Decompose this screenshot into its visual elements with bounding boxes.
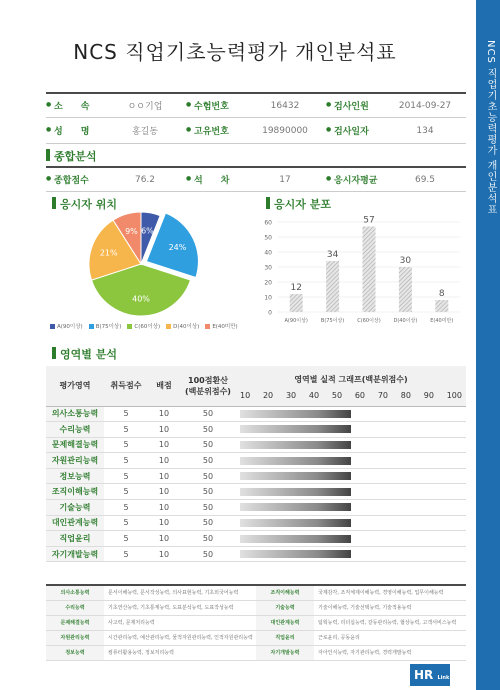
full-value: 10 [148,453,180,469]
col-percent: 100점환산 (백분위점수) [180,366,236,406]
hist-value-label: 8 [438,289,445,299]
score-value: 5 [104,406,148,422]
description-text: 컴퓨터활용능력, 정보처리능력 [104,645,256,660]
y-tick-label: 60 [264,219,272,227]
hist-heading: 응시자 분포 [266,196,331,212]
area-descriptions [46,584,466,661]
analysis-row [46,422,466,438]
scale-tick: 20 [262,390,274,400]
description-area: 조직이해능력 [256,585,314,600]
logo-main: HR [414,668,434,682]
score-value: 5 [104,437,148,453]
score-bar [240,488,351,496]
legend-item [89,322,122,330]
x-tick-label: C(60이상) [357,318,381,324]
description-text: 기초연산능력, 기초통계능력, 도표분석능력, 도표작성능력 [104,600,256,615]
graph-cell [236,500,466,516]
y-tick-label: 40 [264,249,272,257]
x-tick-label: B(75이상) [320,318,345,324]
x-tick-label: D(40이상) [393,318,418,324]
score-value: 5 [104,531,148,547]
description-text: 시간관리능력, 예산관리능력, 물적자원관리능력, 인적자원관리능력 [104,630,256,645]
score-bar [240,410,351,418]
scale-tick: 90 [423,390,434,400]
y-tick-label: 20 [264,279,272,287]
description-text: 문서이해능력, 문서작성능력, 의사표현능력, 기초외국어능력 [104,585,256,600]
graph-cell [236,531,466,547]
analysis-row [46,515,466,531]
score-value: 5 [104,468,148,484]
description-area: 자원관리능력 [46,630,104,645]
graph-title: 영역별 실적 그래프(백분위점수) [294,374,408,384]
legend-item [166,322,199,330]
full-value: 10 [148,406,180,422]
graph-cell [236,422,466,438]
info-value: ㅇㅇ기업 [127,102,163,112]
score-value: 5 [104,546,148,562]
graph-cell [236,515,466,531]
full-value: 10 [148,468,180,484]
legend-item [205,322,237,330]
y-tick-label: 30 [264,264,272,272]
description-text: 사고력, 문제처리능력 [104,615,256,630]
score-value: 5 [104,500,148,516]
score-bar [240,472,351,480]
scale-tick: 10 [240,390,251,400]
analysis-row [46,437,466,453]
description-area: 정보능력 [46,645,104,660]
full-value: 10 [148,422,180,438]
analysis-row [46,546,466,562]
legend-label: C(60이상) [134,324,161,330]
score-value: 5 [104,515,148,531]
graph-cell [236,546,466,562]
full-value: 10 [148,437,180,453]
col-graph [236,366,466,406]
info-value: 홍길동 [131,127,159,137]
graph-scale [236,391,466,400]
percent-value: 50 [180,515,236,531]
info-row [46,118,466,144]
info-key: ● 고유번호 [186,124,244,137]
logo-sub: Link [437,675,450,681]
description-row [46,600,466,615]
pie-slice-label: 24% [168,242,187,252]
side-banner-text: NCS 직업기초능력평가 개인분석표 [485,40,496,216]
percent-value: 50 [180,422,236,438]
pie-legend [50,322,238,330]
graph-cell [236,406,466,422]
info-key: ● 검사인원 [326,99,384,112]
col-score: 취득점수 [104,366,148,406]
hist-bar [363,227,376,313]
info-row [46,92,466,118]
pie-heading: 응시자 위치 [52,196,117,212]
percent-value: 50 [180,531,236,547]
analysis-table [46,366,466,562]
hist-bar [290,294,303,312]
hist-value-label: 57 [363,215,375,226]
area-name: 수리능력 [46,422,104,438]
percent-value: 50 [180,453,236,469]
summary-key: ● 응시자평균 [326,173,384,186]
hist-value-label: 34 [326,250,339,260]
hist-bar [435,300,448,312]
legend-swatch [166,324,171,329]
description-area: 직업윤리 [256,630,314,645]
legend-item [127,322,160,330]
area-name: 직업윤리 [46,531,104,547]
legend-label: A(90이상) [57,324,83,330]
legend-label: E(40미만) [212,324,238,330]
description-text: 기술이해능력, 기술선택능력, 기술적용능력 [314,600,466,615]
description-area: 수리능력 [46,600,104,615]
info-key: ● 소 속 [46,99,104,112]
area-name: 문제해결능력 [46,437,104,453]
summary-row [46,166,466,192]
hist-value-label: 12 [290,283,302,293]
score-bar [240,441,351,449]
score-value: 5 [104,484,148,500]
area-name: 정보능력 [46,468,104,484]
pie-slice-label: 6% [141,226,154,236]
percent-value: 50 [180,500,236,516]
page-title: NCS 직업기초능력평가 개인분석표 [73,40,397,64]
area-name: 의사소통능력 [46,406,104,422]
score-bar [240,519,351,527]
col-area: 평가영역 [46,366,104,406]
analysis-row [46,500,466,516]
analysis-row [46,531,466,547]
distribution-chart [256,212,466,338]
summary-key: ● 종합점수 [46,173,104,186]
scale-tick: 50 [331,390,343,400]
description-text: 팀웍능력, 리더십능력, 갈등관리능력, 협상능력, 고객서비스능력 [314,615,466,630]
description-text: 근로윤리, 공동윤리 [314,630,466,645]
legend-swatch [50,324,55,329]
score-bar [240,503,351,511]
info-value: 2014-09-27 [398,100,452,111]
scale-tick: 100 [446,390,462,400]
analysis-row [46,484,466,500]
scale-tick: 70 [377,390,388,400]
description-row [46,615,466,630]
scale-tick: 30 [285,390,297,400]
analysis-row [46,406,466,422]
legend-swatch [127,324,132,329]
analysis-heading: 영역별 분석 [52,346,117,362]
scale-tick: 60 [354,390,366,400]
description-row [46,585,466,600]
description-area: 대인관계능력 [256,615,314,630]
summary-table [46,166,466,192]
scale-tick: 80 [400,390,411,400]
legend-label: B(75이상) [95,324,122,330]
graph-cell [236,468,466,484]
info-key: ● 수험번호 [186,99,244,112]
area-name: 조직이해능력 [46,484,104,500]
info-key: ● 성 명 [46,124,104,137]
percent-value: 50 [180,468,236,484]
x-tick-label: A(90이상) [284,318,308,324]
x-tick-label: E(40미만) [430,318,454,324]
y-tick-label: 0 [268,309,272,317]
info-key: ● 검사일자 [326,124,384,137]
analysis-row [46,468,466,484]
hist-bar [326,261,339,312]
summary-value: 76.2 [134,174,156,185]
area-name: 자기개발능력 [46,546,104,562]
graph-cell [236,453,466,469]
pie-slice-label: 21% [99,248,118,258]
hrlink-logo [410,664,450,686]
pie-slice-label: 9% [125,227,138,237]
summary-key: ● 석 차 [186,173,244,186]
pie-chart [46,208,256,320]
scale-tick: 40 [308,390,320,400]
info-value: 19890000 [262,125,308,136]
full-value: 10 [148,500,180,516]
description-area: 자기개발능력 [256,645,314,660]
score-value: 5 [104,422,148,438]
full-value: 10 [148,515,180,531]
graph-cell [236,484,466,500]
col-full: 배점 [148,366,180,406]
summary-heading: 종합분석 [46,148,97,164]
score-bar [240,535,351,543]
summary-value: 17 [279,174,291,185]
area-name: 기술능력 [46,500,104,516]
legend-item [50,322,83,330]
y-tick-label: 50 [264,234,272,242]
description-area: 기술능력 [256,600,314,615]
legend-label: D(40이상) [173,324,200,330]
score-bar [240,425,351,433]
analysis-row [46,453,466,469]
info-value: 16432 [270,100,300,111]
percent-value: 50 [180,437,236,453]
score-bar [240,457,351,465]
full-value: 10 [148,546,180,562]
area-name: 대인관계능력 [46,515,104,531]
full-value: 10 [148,484,180,500]
description-row [46,645,466,660]
y-tick-label: 10 [264,294,272,302]
info-value: 134 [416,125,434,136]
description-area: 의사소통능력 [46,585,104,600]
description-row [46,630,466,645]
examinee-info [46,92,466,144]
score-bar [240,550,351,558]
legend-swatch [205,324,210,329]
pie-slice-label: 40% [132,294,150,304]
description-area: 문제해결능력 [46,615,104,630]
percent-value: 50 [180,484,236,500]
hist-bar [399,267,412,312]
hist-value-label: 30 [399,256,412,266]
percent-value: 50 [180,406,236,422]
legend-swatch [89,324,94,329]
description-text: 자아인식능력, 자기관리능력, 경력개발능력 [314,645,466,660]
graph-cell [236,437,466,453]
score-value: 5 [104,453,148,469]
area-name: 자원관리능력 [46,453,104,469]
full-value: 10 [148,531,180,547]
description-text: 국제감각, 조직체제이해능력, 경영이해능력, 업무이해능력 [314,585,466,600]
summary-value: 69.5 [414,174,436,185]
percent-value: 50 [180,546,236,562]
